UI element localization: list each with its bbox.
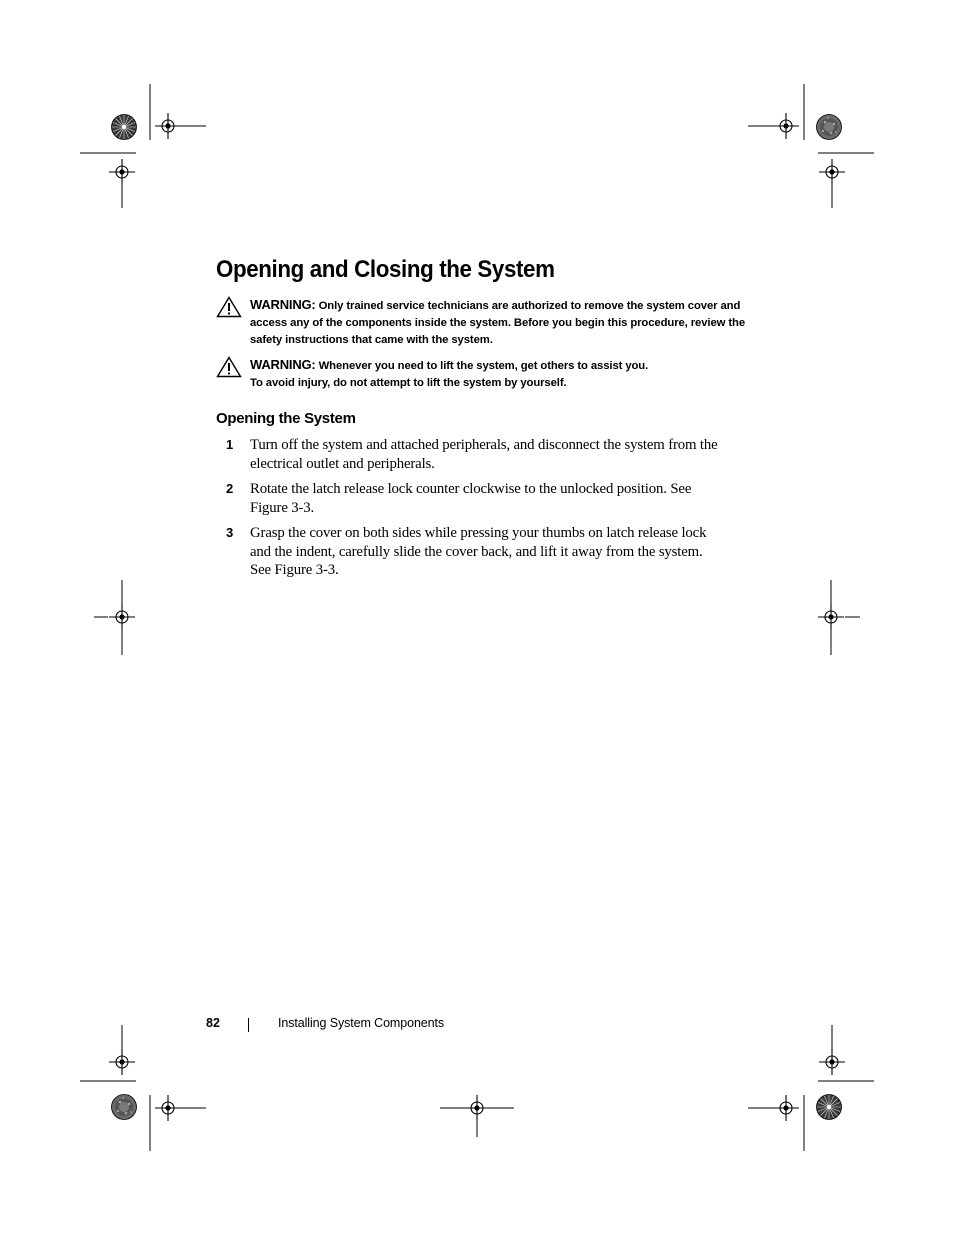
- warning-body-line-2: To avoid injury, do not attempt to lift the system by yourself.: [250, 377, 567, 389]
- warning-label: WARNING:: [250, 297, 316, 312]
- section-heading: Opening the System: [216, 410, 356, 427]
- step-text: Grasp the cover on both sides while pressing your thumbs on latch release lock and the indent, carefully slide the cover back, and lift it away from the system. See Figure 3-3.: [250, 525, 707, 578]
- running-footer-title: Installing System Components: [278, 1016, 445, 1030]
- warning-text: [250, 356, 748, 392]
- step-text: Turn off the system and attached peripherals, and disconnect the system from the electrical outlet and peripherals.: [250, 437, 718, 472]
- procedure-step: [216, 436, 726, 473]
- procedure-steps: [216, 436, 726, 587]
- warning-label: WARNING:: [250, 357, 316, 372]
- footer-divider: [248, 1018, 249, 1032]
- step-number: 1: [226, 437, 234, 452]
- warning-body-line-1: Whenever you need to lift the system, get others to assist you.: [318, 360, 649, 372]
- warning-body: Only trained service technicians are authorized to remove the system cover and access any of the components inside the system. Before you begin this procedure, review the safety instructions that came with the system.: [250, 300, 746, 346]
- procedure-step: [216, 524, 726, 580]
- page-number: 82: [206, 1016, 220, 1030]
- warning-text: [250, 296, 748, 349]
- step-number: 3: [226, 525, 234, 540]
- page-title: Opening and Closing the System: [216, 256, 555, 283]
- step-text: Rotate the latch release lock counter clockwise to the unlocked position. See Figure 3-3.: [250, 481, 692, 516]
- warning-triangle-icon: [216, 296, 242, 318]
- warning-triangle-icon: [216, 356, 242, 378]
- procedure-step: [216, 480, 726, 517]
- step-number: 2: [226, 481, 234, 496]
